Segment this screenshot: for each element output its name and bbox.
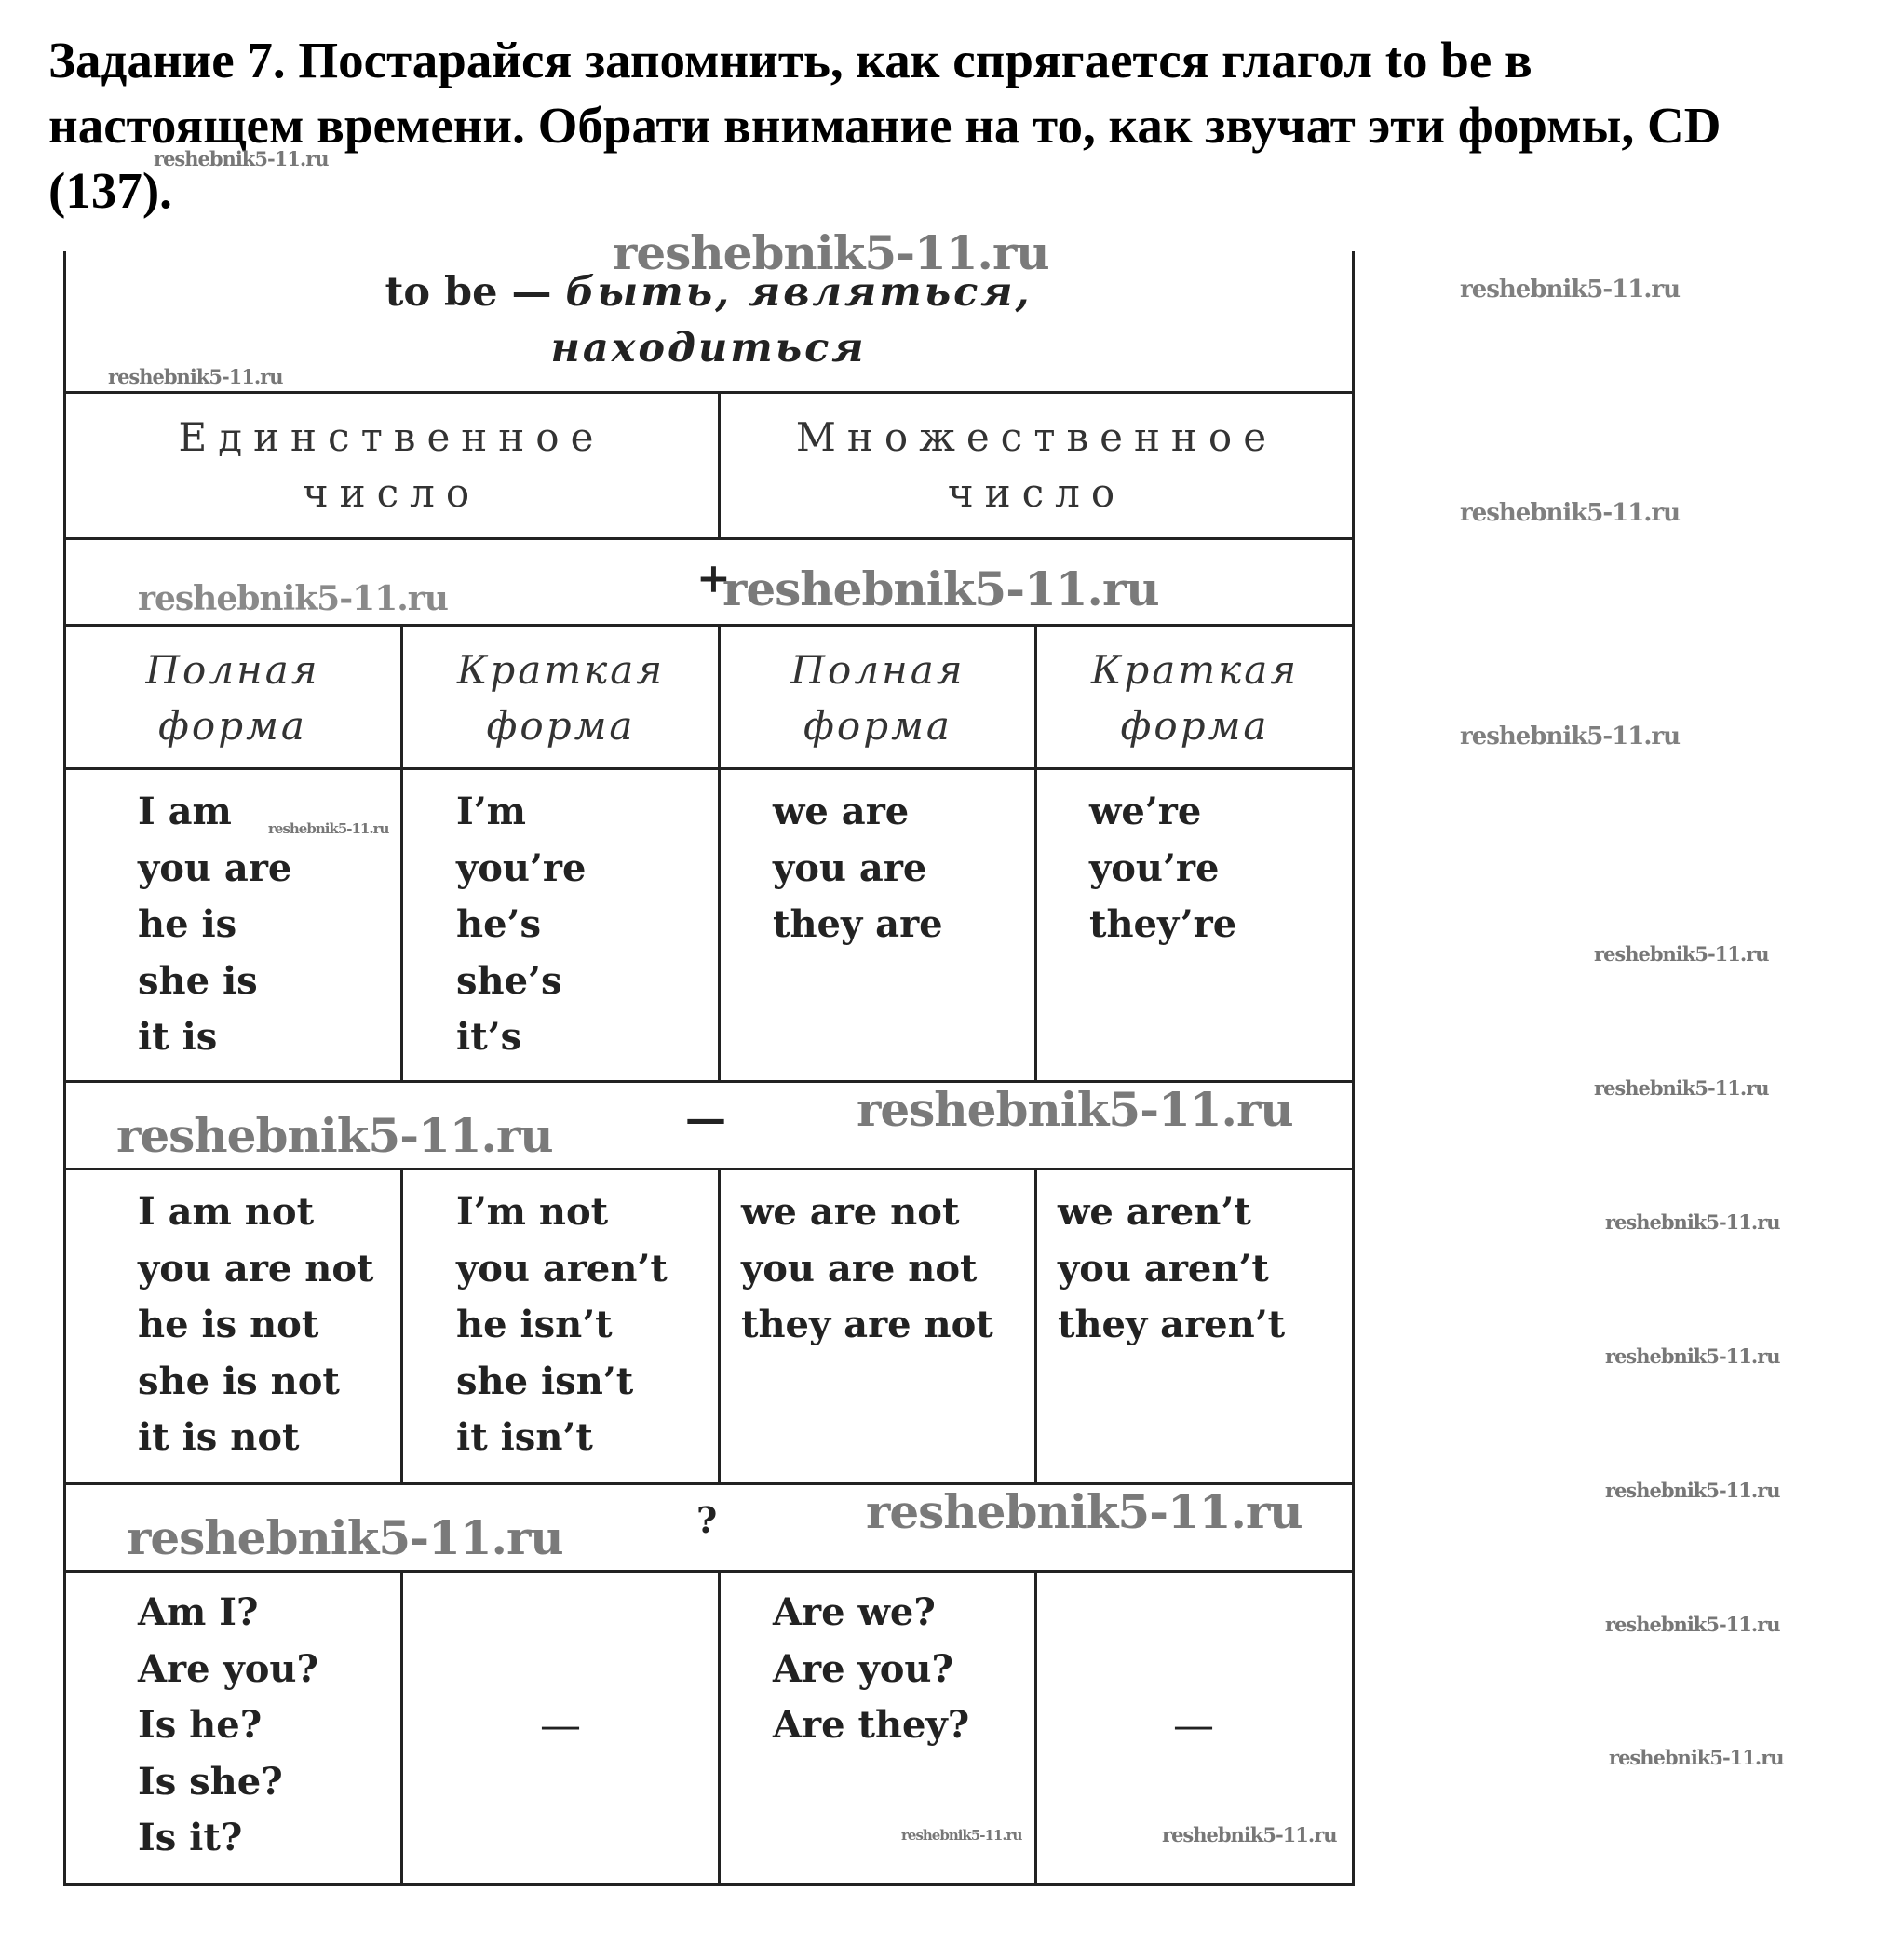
table-rule [63, 391, 1354, 394]
table-rule [63, 624, 1354, 627]
singular-header: Единственное число [178, 414, 605, 516]
heading-line-1: Задание 7. Постарайся запомнить, как спрягается глагол to be в [48, 32, 1532, 88]
negative-singular-full: I am not you are not he is not she is not it is not [138, 1190, 374, 1459]
positive-singular-short: I’m you’re he’s she’s it’s [456, 790, 587, 1059]
watermark: reshebnik5-11.ru [1162, 1823, 1337, 1846]
watermark: reshebnik5-11.ru [901, 1827, 1022, 1844]
watermark: reshebnik5-11.ru [857, 1082, 1293, 1137]
verb-translation: быть, являться, [565, 269, 1033, 316]
positive-sign: + [696, 555, 731, 602]
column-rule [400, 1168, 403, 1485]
watermark: reshebnik5-11.ru [268, 820, 389, 837]
column-rule [400, 1570, 403, 1886]
column-rule [718, 1570, 721, 1886]
watermark: reshebnik5-11.ru [127, 1510, 563, 1565]
verb-label: to be — [385, 269, 552, 316]
short-form-header: Краткая форма [456, 647, 666, 749]
table-rule [63, 1570, 1354, 1573]
negative-plural-short: we aren’t you aren’t they aren’t [1058, 1190, 1286, 1346]
watermark: reshebnik5-11.ru [866, 1484, 1303, 1539]
question-plural-short-dash: — [1173, 1702, 1214, 1750]
watermark: reshebnik5-11.ru [1594, 1076, 1769, 1100]
watermark: reshebnik5-11.ru [1594, 942, 1769, 966]
positive-plural-short: we’re you’re they’re [1089, 790, 1237, 946]
verb-translation-cont: находиться [550, 325, 867, 372]
full-form-header: Полная форма [145, 647, 320, 749]
verb-title [63, 264, 1354, 376]
task-heading [48, 28, 1873, 223]
column-rule [1034, 1168, 1037, 1485]
positive-plural-full: we are you are they are [773, 790, 943, 946]
question-plural-full: Are we? Are you? Are they? [773, 1590, 970, 1747]
watermark: reshebnik5-11.ru [722, 561, 1159, 616]
negative-plural-full: we are not you are not they are not [741, 1190, 993, 1346]
plural-header: Множественное число [795, 414, 1278, 516]
watermark: reshebnik5-11.ru [1605, 1479, 1780, 1502]
heading-line-2: настоящем времени. Обрати внимание на то, как звучат эти формы, CD [48, 97, 1721, 154]
watermark: reshebnik5-11.ru [1609, 1746, 1784, 1769]
negative-singular-short: I’m not you aren’t he isn’t she isn’t it isn’t [456, 1190, 668, 1459]
question-sign: ? [696, 1499, 718, 1541]
watermark: reshebnik5-11.ru [1460, 723, 1681, 750]
table-rule [63, 767, 1354, 770]
conjugation-table [63, 225, 1369, 1904]
negative-sign: — [685, 1095, 726, 1142]
table-rule [63, 1883, 1354, 1886]
short-form-header: Краткая форма [1090, 647, 1300, 749]
positive-singular-full: I am you are he is she is it is [138, 790, 292, 1059]
column-rule [718, 1168, 721, 1485]
watermark: reshebnik5-11.ru [1460, 499, 1681, 527]
full-form-header: Полная форма [790, 647, 965, 749]
watermark: reshebnik5-11.ru [1605, 1210, 1780, 1234]
table-rule [63, 1168, 1354, 1170]
watermark: reshebnik5-11.ru [1460, 276, 1681, 304]
watermark: reshebnik5-11.ru [1605, 1345, 1780, 1368]
question-singular-short-dash: — [540, 1702, 581, 1750]
watermark: reshebnik5-11.ru [138, 579, 448, 618]
watermark: reshebnik5-11.ru [108, 365, 283, 388]
table-rule [63, 537, 1354, 540]
watermark: reshebnik5-11.ru [613, 225, 1049, 280]
question-singular-full: Am I? Are you? Is he? Is she? Is it? [138, 1590, 318, 1859]
column-rule [1034, 1570, 1037, 1886]
heading-line-3: (137). [48, 162, 172, 219]
watermark: reshebnik5-11.ru [1605, 1613, 1780, 1636]
watermark: reshebnik5-11.ru [116, 1108, 553, 1163]
watermark: reshebnik5-11.ru [154, 147, 329, 170]
